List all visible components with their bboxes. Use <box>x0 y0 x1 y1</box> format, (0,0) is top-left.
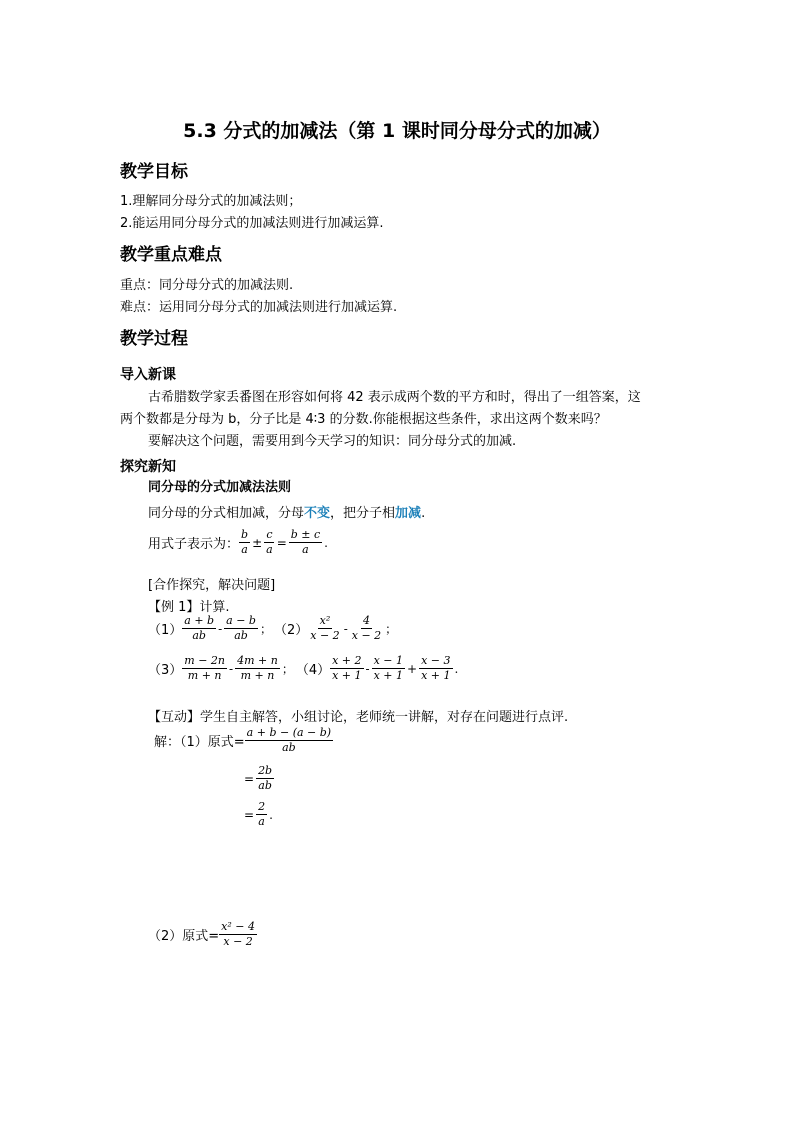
denominator: ab <box>192 629 206 642</box>
denominator: ab <box>258 779 272 792</box>
numerator: m − 2n <box>184 654 226 667</box>
fraction <box>330 654 363 683</box>
numerator: c <box>266 528 273 541</box>
fraction <box>372 654 405 683</box>
denominator: x − 2 <box>310 629 340 642</box>
example-label: 【例 1】计算. <box>148 600 230 615</box>
fraction <box>245 726 333 755</box>
fraction <box>308 614 341 643</box>
fraction <box>182 614 216 643</box>
numerator: x² − 4 <box>221 920 255 933</box>
denominator: a <box>302 543 309 556</box>
period: . <box>454 661 459 676</box>
rule-text: ，把分子相 <box>330 506 396 521</box>
period: . <box>324 535 328 550</box>
numerator: a − b <box>226 614 256 627</box>
problem-label: （1） <box>148 623 183 638</box>
denominator: m + n <box>240 669 275 682</box>
numerator: b <box>241 528 249 541</box>
equals: = <box>244 807 255 822</box>
numerator: x + 2 <box>332 654 362 667</box>
problem-row <box>148 614 399 643</box>
goals-heading: 教学目标 <box>120 162 188 182</box>
denominator: x − 2 <box>223 935 253 948</box>
fraction <box>350 614 383 643</box>
separator: ； <box>385 622 398 636</box>
fraction <box>419 654 452 683</box>
solution-step <box>154 726 333 755</box>
interaction-note: 【互动】学生自主解答，小组讨论，老师统一讲解，对存在问题进行点评. <box>148 710 569 725</box>
numerator: 2 <box>258 800 266 813</box>
denominator: ab <box>282 741 296 754</box>
operator: - <box>218 621 223 636</box>
equals: = <box>276 535 287 550</box>
separator: ； <box>259 622 272 636</box>
numerator: a + b − (a − b) <box>246 726 332 739</box>
numerator: 4m + n <box>237 654 278 667</box>
period: . <box>269 807 273 822</box>
denominator: x + 1 <box>373 669 404 682</box>
explore-heading: 探究新知 <box>120 459 176 475</box>
numerator: 2b <box>258 764 273 777</box>
goal-item: 1.理解同分母分式的加减法则； <box>120 194 302 209</box>
operator: - <box>343 621 348 636</box>
process-heading: 教学过程 <box>120 329 188 349</box>
rule-statement <box>148 502 425 521</box>
solution-step <box>242 764 274 793</box>
goal-item: 2.能运用同分母分式的加减法则进行加减运算. <box>120 216 384 231</box>
denominator: a <box>258 815 265 828</box>
numerator: 4 <box>362 614 370 627</box>
solution-step <box>148 920 257 949</box>
intro-paragraph-line: 两个数都是分母为 b，分子比是 4∶3 的分数.你能根据这些条件，求出这两个数来吗？ <box>120 412 607 427</box>
numerator: x² <box>319 614 331 627</box>
intro-paragraph-line: 要解决这个问题，需要用到今天学习的知识：同分母分式的加减. <box>148 434 517 449</box>
fraction <box>219 920 257 949</box>
operator: + <box>407 661 418 676</box>
fraction <box>289 528 322 557</box>
rule-highlight: 不变 <box>304 506 331 521</box>
numerator: x − 1 <box>373 654 404 667</box>
intro-paragraph-line: 古希腊数学家丢番图在形容如何将 42 表示成两个数的平方和时，得出了一组答案，这 <box>148 390 641 405</box>
solution-label: （2）原式= <box>148 929 220 944</box>
denominator: ab <box>234 629 248 642</box>
key-point-item: 重点：同分母分式的加减法则. <box>120 278 294 293</box>
problem-label: （4） <box>295 663 331 678</box>
problem-label: （3） <box>148 663 183 678</box>
formula-label: 用式子表示为： <box>148 537 240 552</box>
rule-highlight: 加减 <box>395 506 422 521</box>
rule-text: . <box>421 506 426 521</box>
separator: ； <box>281 662 294 676</box>
fraction <box>256 800 267 829</box>
denominator: a <box>266 543 273 556</box>
problem-label: （2） <box>273 623 309 638</box>
equals: = <box>244 771 255 786</box>
numerator: x − 3 <box>421 654 451 667</box>
coop-label: [合作探究，解决问题] <box>148 578 276 593</box>
rule-formula <box>148 528 330 557</box>
denominator: x + 1 <box>332 669 362 682</box>
fraction <box>224 614 258 643</box>
operator: - <box>365 661 370 676</box>
page-title: 5.3 分式的加减法（第 1 课时同分母分式的加减） <box>183 120 611 142</box>
rule-subheading: 同分母的分式加减法法则 <box>148 480 292 495</box>
denominator: x + 1 <box>421 669 451 682</box>
problem-row <box>148 654 460 683</box>
key-points-heading: 教学重点难点 <box>120 245 222 265</box>
numerator: a + b <box>184 614 215 627</box>
denominator: a <box>241 543 248 556</box>
rule-text: 同分母的分式相加减，分母 <box>148 506 305 521</box>
operator: - <box>229 661 234 676</box>
solution-label: 解：（1）原式= <box>154 735 245 750</box>
fraction <box>235 654 280 683</box>
operator: ± <box>252 535 263 550</box>
fraction <box>182 654 227 683</box>
difficult-point-item: 难点：运用同分母分式的加减法则进行加减运算. <box>120 300 398 315</box>
denominator: m + n <box>187 669 222 682</box>
intro-heading: 导入新课 <box>120 367 176 383</box>
numerator: b ± c <box>290 528 321 541</box>
fraction <box>256 764 274 793</box>
solution-step <box>242 800 275 829</box>
fraction <box>264 528 275 557</box>
denominator: x − 2 <box>351 629 382 642</box>
fraction <box>239 528 250 557</box>
